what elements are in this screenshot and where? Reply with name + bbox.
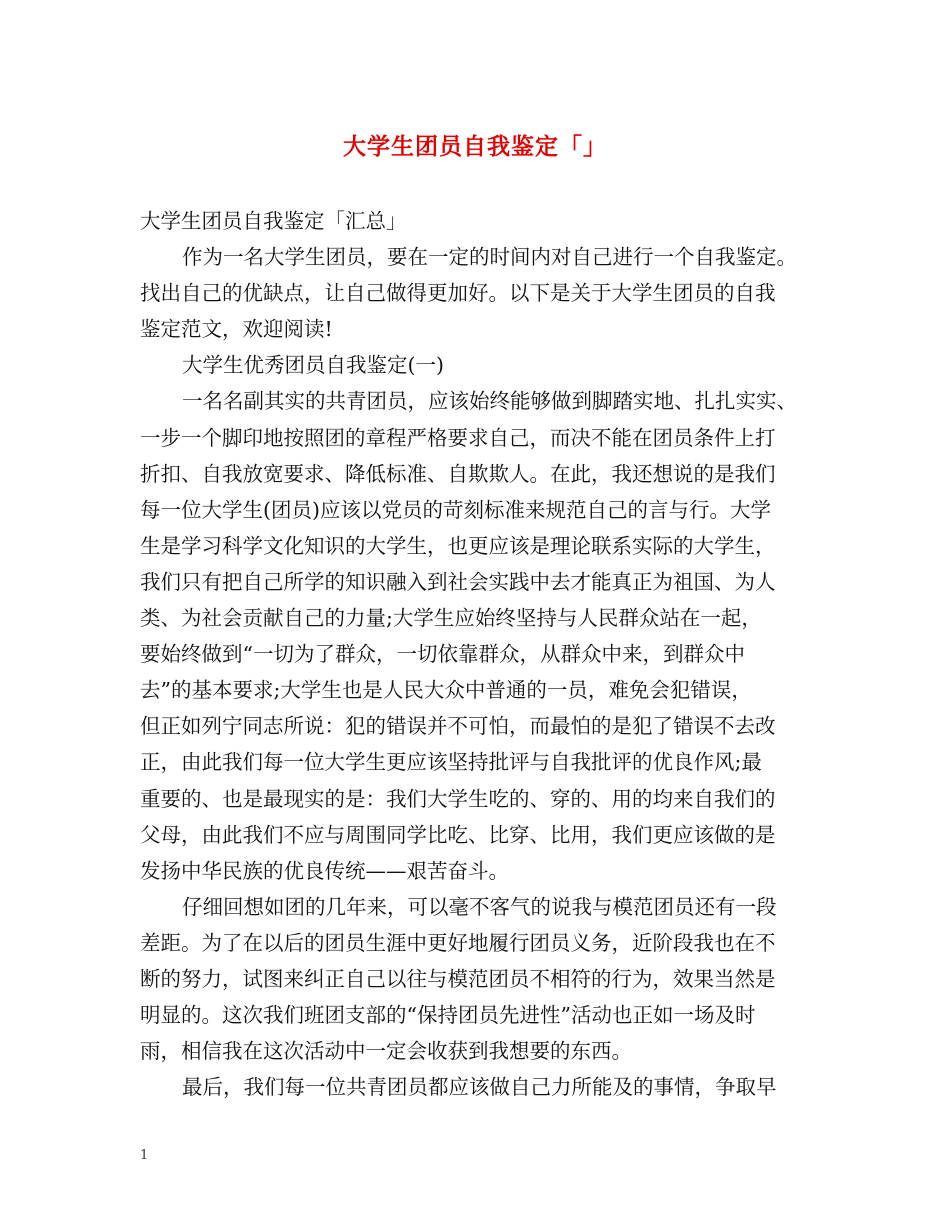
paragraph-line: 作为一名大学生团员，要在一定的时间内对自己进行一个自我鉴定。 xyxy=(182,245,797,270)
paragraph-line: 找出自己的优缺点，让自己做得更加好。以下是关于大学生团员的自我 xyxy=(140,281,776,306)
paragraph-line: 雨，相信我在这次活动中一定会收获到我想要的东西。 xyxy=(140,1039,632,1064)
paragraph-line: 差距。为了在以后的团员生涯中更好地履行团员义务，近阶段我也在不 xyxy=(140,930,776,955)
paragraph-line: 一名名副其实的共青团员，应该始终能够做到脚踏实地、扎扎实实、 xyxy=(182,389,797,414)
paragraph-line: 发扬中华民族的优良传统——艰苦奋斗。 xyxy=(140,858,509,883)
paragraph-line: 明显的。这次我们班团支部的“保持团员先进性”活动也正如一场及时 xyxy=(140,1003,756,1028)
paragraph-line: 要始终做到“一切为了群众，一切依靠群众，从群众中来，到群众中 xyxy=(140,642,745,667)
document-body xyxy=(140,203,830,1105)
paragraph-line: 一步一个脚印地按照团的章程严格要求自己，而决不能在团员条件上打 xyxy=(140,425,776,450)
paragraph-line: 我们只有把自己所学的知识融入到社会实践中去才能真正为祖国、为人 xyxy=(140,569,776,594)
paragraph-line: 断的努力，试图来纠正自己以往与模范团员不相符的行为，效果当然是 xyxy=(140,966,776,991)
paragraph-line: 正，由此我们每一位大学生更应该坚持批评与自我批评的优良作风;最 xyxy=(140,750,762,775)
paragraph-line: 生是学习科学文化知识的大学生，也更应该是理论联系实际的大学生， xyxy=(140,533,776,558)
paragraph-line: 最后，我们每一位共青团员都应该做自己力所能及的事情，争取早 xyxy=(182,1075,777,1100)
paragraph-line: 父母，由此我们不应与周围同学比吃、比穿、比用，我们更应该做的是 xyxy=(140,822,776,847)
paragraph-line: 每一位大学生(团员)应该以党员的苛刻标准来规范自己的言与行。大学 xyxy=(140,497,771,522)
paragraph-line: 折扣、自我放宽要求、降低标准、自欺欺人。在此，我还想说的是我们 xyxy=(140,461,776,486)
paragraph-line: 重要的、也是最现实的是：我们大学生吃的、穿的、用的均来自我们的 xyxy=(140,786,776,811)
document-title: 大学生团员自我鉴定「」 xyxy=(343,134,607,160)
paragraph-line: 鉴定范文，欢迎阅读! xyxy=(140,317,333,342)
paragraph-line: 但正如列宁同志所说：犯的错误并不可怕，而最怕的是犯了错误不去改 xyxy=(140,714,776,739)
section-heading: 大学生优秀团员自我鉴定(一) xyxy=(182,353,444,378)
paragraph-line: 去”的基本要求;大学生也是人民大众中普通的一员，难免会犯错误， xyxy=(140,678,752,703)
paragraph-line: 仔细回想如团的几年来，可以毫不客气的说我与模范团员还有一段 xyxy=(182,894,777,919)
paragraph-line: 类、为社会贡献自己的力量;大学生应始终坚持与人民群众站在一起， xyxy=(140,606,762,631)
subtitle-line: 大学生团员自我鉴定「汇总」 xyxy=(140,209,407,233)
page-number: 1 xyxy=(140,1148,149,1163)
